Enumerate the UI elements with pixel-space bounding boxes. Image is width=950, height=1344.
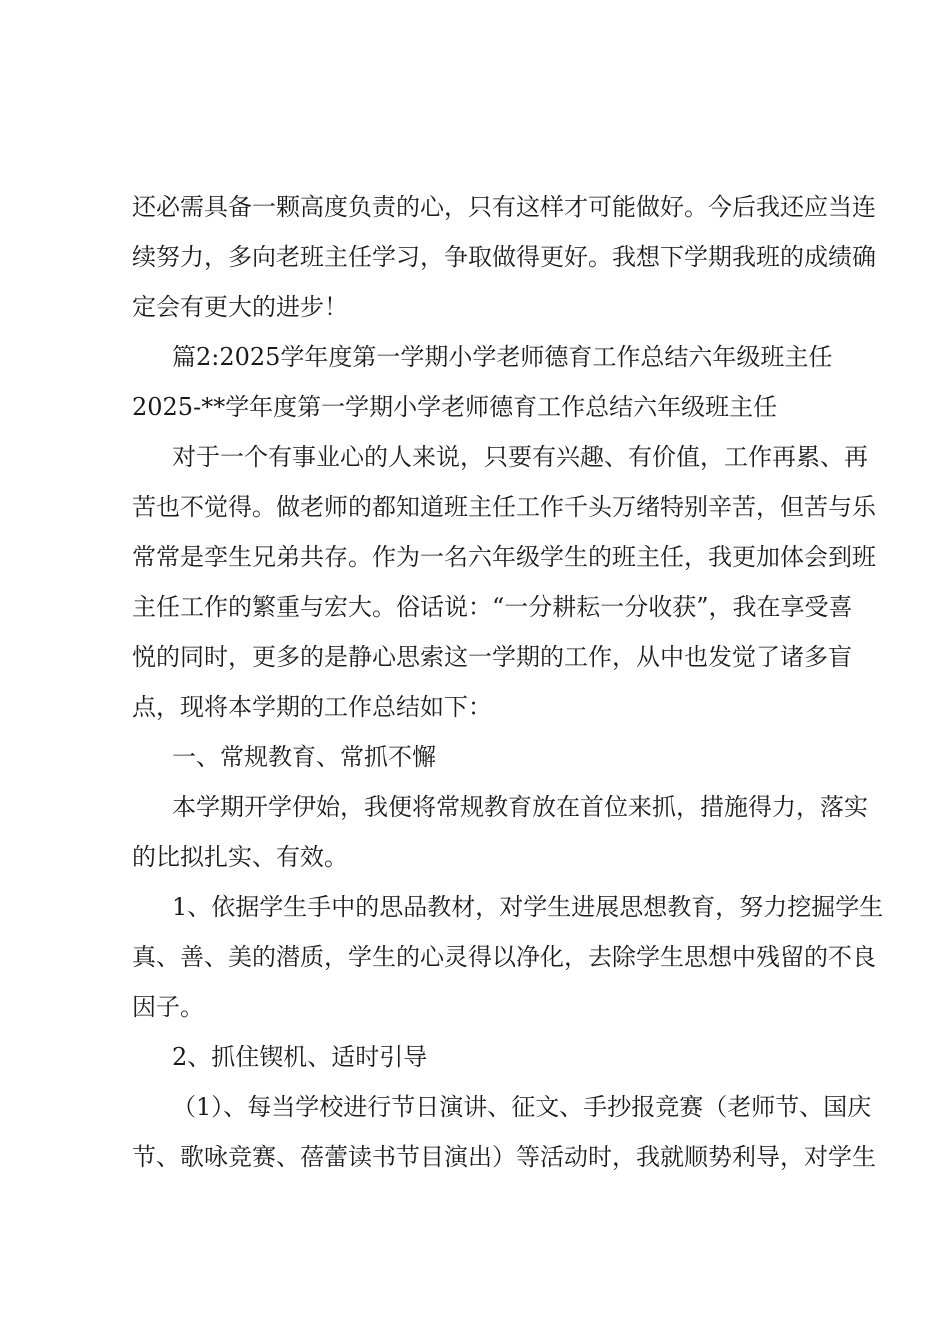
text-line: 悦的同时，更多的是静心思索这一学期的工作，从中也发觉了诸多盲: [132, 643, 852, 671]
text-line: 主任工作的繁重与宏大。俗话说：“一分耕耘一分收获”，我在享受喜: [132, 593, 853, 621]
text-line: 对于一个有事业心的人来说，只要有兴趣、有价值，工作再累、再: [172, 443, 868, 471]
text-line: 定会有更大的进步！: [132, 293, 348, 321]
text-line: 的比拟扎实、有效。: [132, 843, 348, 871]
text-line: 本学期开学伊始，我便将常规教育放在首位来抓，措施得力，落实: [172, 793, 868, 821]
section-heading: 篇2:2025学年度第一学期小学老师德育工作总结六年级班主任: [172, 343, 833, 371]
subheading: 2、抓住锲机、适时引导: [172, 1043, 428, 1071]
text-line: 1、依据学生手中的思品教材，对学生进展思想教育，努力挖掘学生: [172, 893, 884, 921]
text-line: 苦也不觉得。做老师的都知道班主任工作千头万绪特别辛苦，但苦与乐: [132, 493, 876, 521]
text-line: 还必需具备一颗高度负责的心，只有这样才可能做好。今后我还应当连: [132, 193, 876, 221]
text-line: 节、歌咏竞赛、蓓蕾读书节目演出）等活动时，我就顺势利导，对学生: [132, 1143, 876, 1171]
text-line: 因子。: [132, 993, 204, 1021]
text-line: 续努力，多向老班主任学习，争取做得更好。我想下学期我班的成绩确: [132, 243, 876, 271]
text-line: 点，现将本学期的工作总结如下：: [132, 693, 492, 721]
text-line: 常常是孪生兄弟共存。作为一名六年级学生的班主任，我更加体会到班: [132, 543, 876, 571]
text-line: （1）、每当学校进行节日演讲、征文、手抄报竞赛（老师节、国庆: [172, 1093, 872, 1121]
document-title: 2025-**学年度第一学期小学老师德育工作总结六年级班主任: [132, 393, 778, 421]
text-line: 真、善、美的潜质，学生的心灵得以净化，去除学生思想中残留的不良: [132, 943, 876, 971]
subheading: 一、常规教育、常抓不懈: [172, 743, 436, 771]
